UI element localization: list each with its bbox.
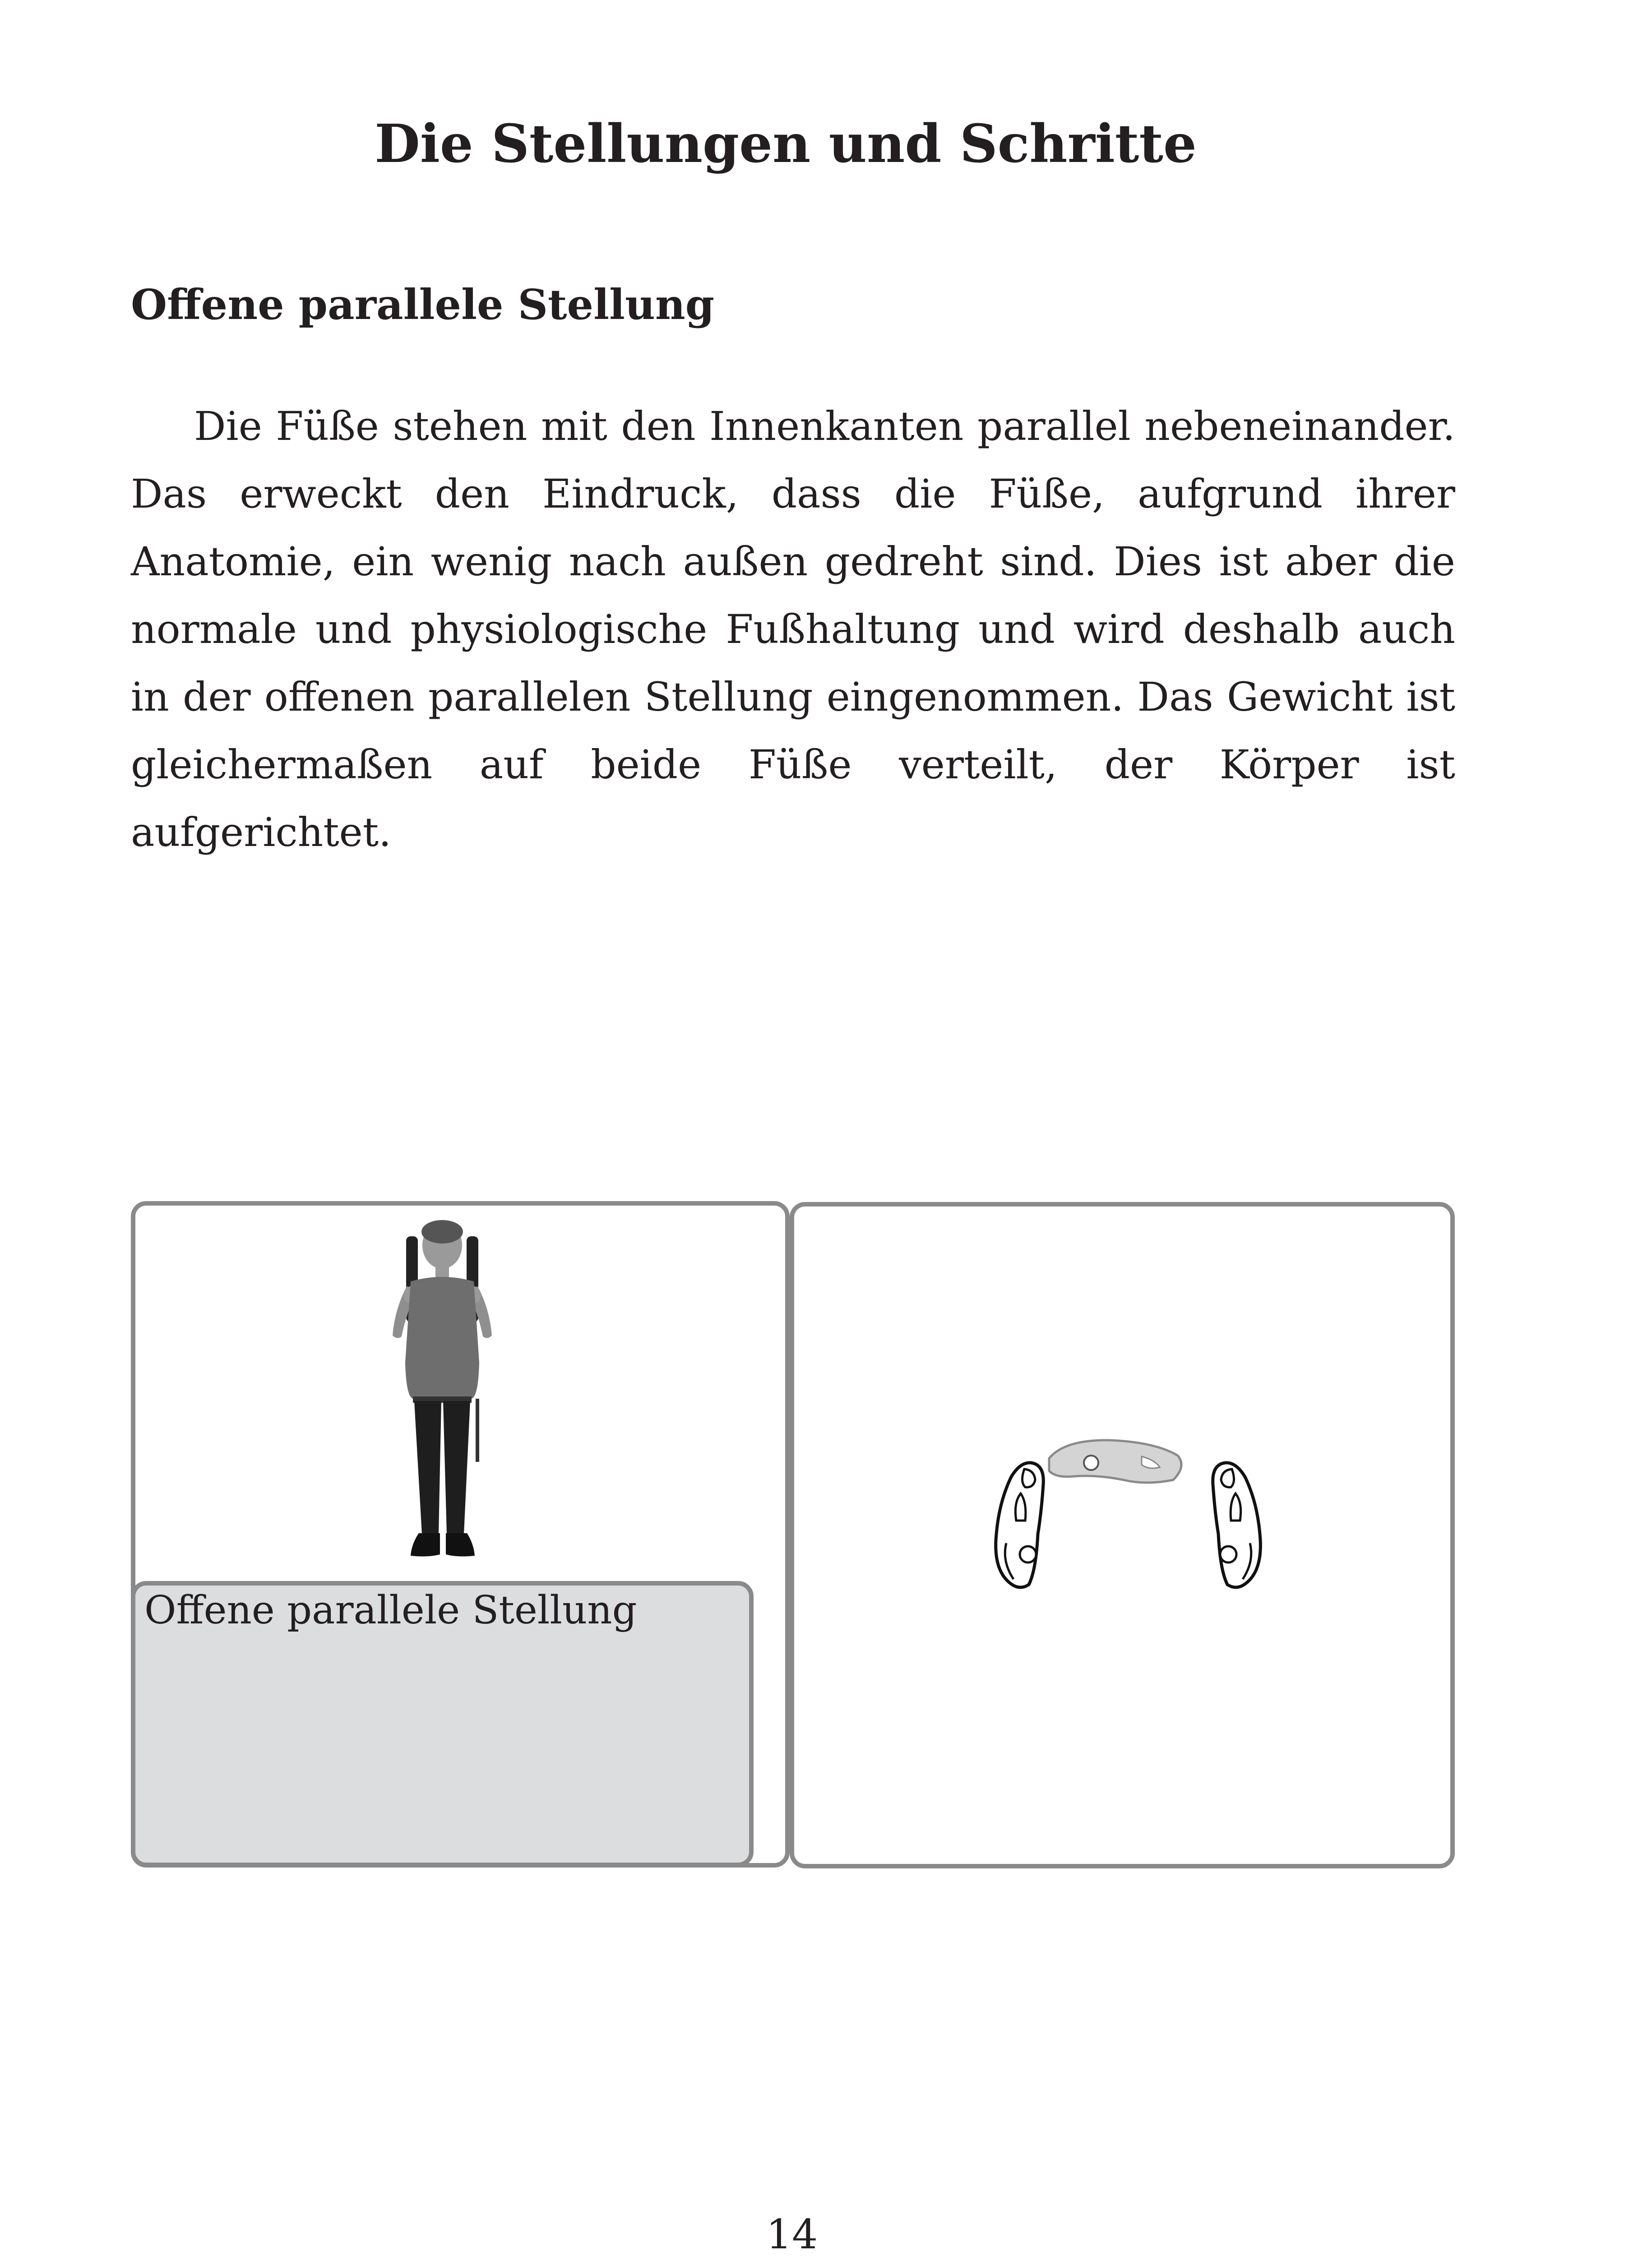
page-number: 14 [766,2211,818,2256]
left-foot-icon [996,1463,1044,1587]
section-heading: Offene parallele Stellung [131,280,715,329]
right-foot-icon [1213,1463,1261,1587]
figure-caption-box [131,1581,754,1867]
person-standing-illustration [375,1218,510,1570]
figure-caption: Offene parallele Stellung [144,1588,637,1633]
gray-footprint [1049,1440,1181,1483]
body-paragraph: Die Füße stehen mit den Innenkanten parallel nebeneinander. Das erweckt den Eindruck, dass die Füße, aufgrund ihrer Anatomie, ein wenig nach außen gedreht sind. Dies ist aber die normale und physiologische Fußhaltung und wird deshalb auch in der offenen parallelen Stellung eingenommen. Das Gewicht ist gleichermaßen auf beide Füße verteilt, der Körper ist aufgerichtet. [131,403,1455,855]
page-title: Die Stellungen und Schritte [375,113,1197,175]
feet-position-diagram [993,1435,1263,1606]
